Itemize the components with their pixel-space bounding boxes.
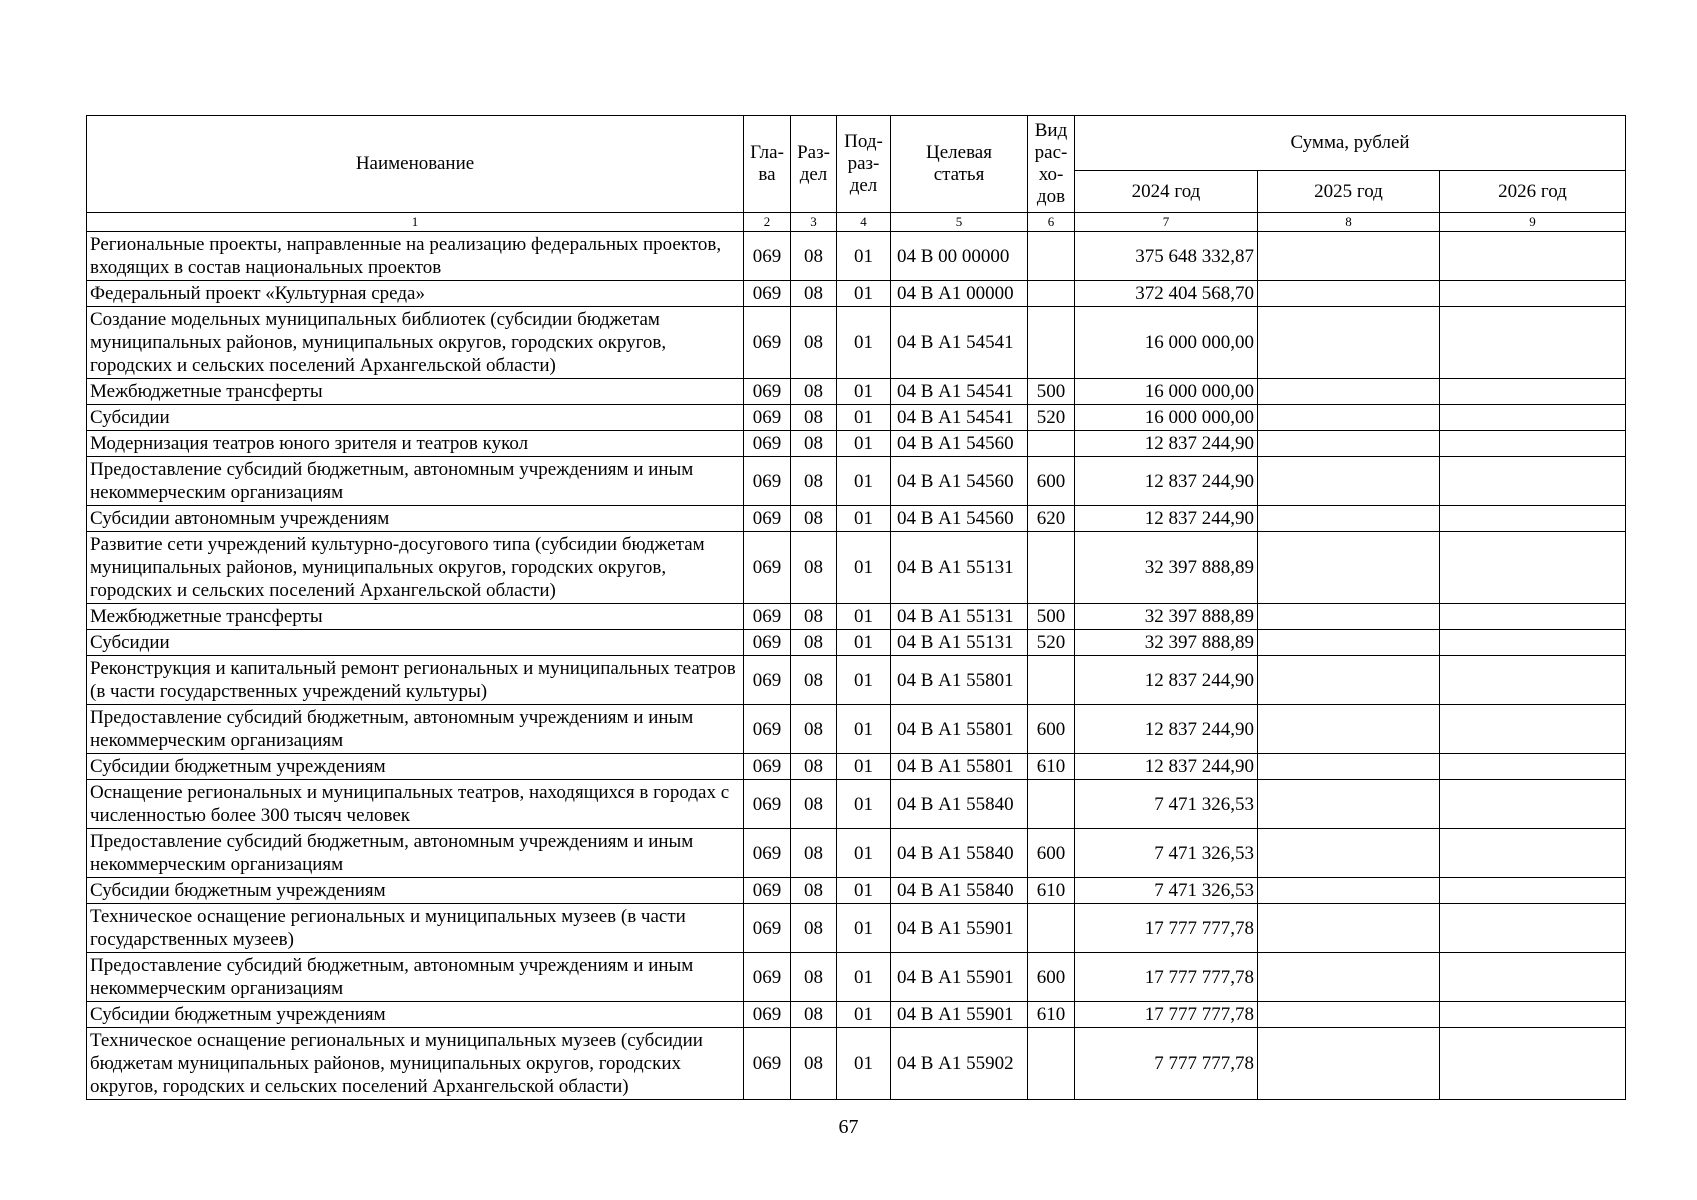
row-target: 04 В А1 54560 — [891, 457, 1028, 506]
row-amount-2026 — [1440, 506, 1626, 532]
row-name: Межбюджетные трансферты — [87, 604, 744, 630]
row-target: 04 В А1 54541 — [891, 379, 1028, 405]
row-section: 08 — [791, 780, 837, 829]
row-name: Предоставление субсидий бюджетным, автономным учреждениям и иным некоммерческим организациям — [87, 953, 744, 1002]
row-amount-2024: 32 397 888,89 — [1075, 604, 1258, 630]
row-subsection: 01 — [837, 1002, 891, 1028]
row-target: 04 В А1 55131 — [891, 630, 1028, 656]
header-expense-type-label: Вид рас- хо- дов — [1034, 120, 1068, 207]
row-amount-2024: 17 777 777,78 — [1075, 904, 1258, 953]
row-section: 08 — [791, 604, 837, 630]
row-target: 04 В 00 00000 — [891, 232, 1028, 281]
row-amount-2026 — [1440, 780, 1626, 829]
row-subsection: 01 — [837, 780, 891, 829]
row-section: 08 — [791, 953, 837, 1002]
header-target — [891, 116, 1028, 213]
row-amount-2024: 16 000 000,00 — [1075, 307, 1258, 379]
row-amount-2025 — [1258, 457, 1440, 506]
row-name: Оснащение региональных и муниципальных театров, находящихся в городах с численностью более 300 тысяч человек — [87, 780, 744, 829]
row-expense-type — [1028, 232, 1075, 281]
row-amount-2026 — [1440, 457, 1626, 506]
row-amount-2025 — [1258, 1028, 1440, 1100]
row-section: 08 — [791, 878, 837, 904]
row-expense-type: 610 — [1028, 754, 1075, 780]
row-amount-2025 — [1258, 431, 1440, 457]
row-expense-type: 600 — [1028, 705, 1075, 754]
column-number: 9 — [1440, 213, 1626, 232]
header-name: Наименование — [87, 116, 744, 213]
row-amount-2026 — [1440, 829, 1626, 878]
table-row — [87, 232, 1626, 281]
table-row — [87, 405, 1626, 431]
row-name: Субсидии бюджетным учреждениям — [87, 1002, 744, 1028]
row-name: Создание модельных муниципальных библиотек (субсидии бюджетам муниципальных районов, муниципальных округов, городских округов, городских и сельских поселений Архангельской области) — [87, 307, 744, 379]
row-amount-2025 — [1258, 307, 1440, 379]
row-name: Субсидии бюджетным учреждениям — [87, 878, 744, 904]
row-section: 08 — [791, 307, 837, 379]
row-expense-type: 600 — [1028, 457, 1075, 506]
row-chapter: 069 — [744, 904, 791, 953]
row-amount-2024: 12 837 244,90 — [1075, 705, 1258, 754]
row-expense-type: 610 — [1028, 878, 1075, 904]
row-amount-2025 — [1258, 604, 1440, 630]
row-name: Субсидии бюджетным учреждениям — [87, 754, 744, 780]
row-subsection: 01 — [837, 232, 891, 281]
row-target: 04 В А1 55840 — [891, 878, 1028, 904]
row-amount-2026 — [1440, 307, 1626, 379]
row-target: 04 В А1 55131 — [891, 604, 1028, 630]
row-amount-2026 — [1440, 431, 1626, 457]
table-row — [87, 630, 1626, 656]
header-expense-type — [1028, 116, 1075, 213]
table-row — [87, 457, 1626, 506]
row-target: 04 В А1 55901 — [891, 1002, 1028, 1028]
row-name: Реконструкция и капитальный ремонт региональных и муниципальных театров (в части государственных учреждений культуры) — [87, 656, 744, 705]
row-amount-2025 — [1258, 878, 1440, 904]
row-section: 08 — [791, 1028, 837, 1100]
row-chapter: 069 — [744, 506, 791, 532]
table-row — [87, 604, 1626, 630]
budget-table — [86, 115, 1626, 1100]
row-target: 04 В А1 55801 — [891, 656, 1028, 705]
header-year-2024: 2024 год — [1075, 171, 1258, 213]
header-chapter — [744, 116, 791, 213]
row-amount-2024: 372 404 568,70 — [1075, 281, 1258, 307]
row-target: 04 В А1 54560 — [891, 431, 1028, 457]
column-number: 7 — [1075, 213, 1258, 232]
row-amount-2024: 12 837 244,90 — [1075, 656, 1258, 705]
row-section: 08 — [791, 457, 837, 506]
row-amount-2025 — [1258, 281, 1440, 307]
table-row — [87, 1028, 1626, 1100]
row-name: Федеральный проект «Культурная среда» — [87, 281, 744, 307]
row-target: 04 В А1 55801 — [891, 705, 1028, 754]
row-amount-2025 — [1258, 630, 1440, 656]
row-amount-2026 — [1440, 754, 1626, 780]
row-amount-2024: 17 777 777,78 — [1075, 953, 1258, 1002]
row-amount-2026 — [1440, 604, 1626, 630]
header-subsection — [837, 116, 891, 213]
row-subsection: 01 — [837, 281, 891, 307]
row-subsection: 01 — [837, 431, 891, 457]
row-subsection: 01 — [837, 1028, 891, 1100]
row-subsection: 01 — [837, 829, 891, 878]
row-amount-2024: 32 397 888,89 — [1075, 532, 1258, 604]
row-expense-type — [1028, 281, 1075, 307]
row-amount-2026 — [1440, 281, 1626, 307]
row-subsection: 01 — [837, 307, 891, 379]
row-name: Субсидии — [87, 630, 744, 656]
row-expense-type — [1028, 1028, 1075, 1100]
row-subsection: 01 — [837, 630, 891, 656]
row-subsection: 01 — [837, 604, 891, 630]
row-chapter: 069 — [744, 1028, 791, 1100]
row-subsection: 01 — [837, 656, 891, 705]
row-amount-2024: 7 777 777,78 — [1075, 1028, 1258, 1100]
row-amount-2025 — [1258, 780, 1440, 829]
header-sum: Сумма, рублей — [1075, 116, 1626, 171]
table-row — [87, 379, 1626, 405]
row-expense-type — [1028, 307, 1075, 379]
column-number: 2 — [744, 213, 791, 232]
column-number: 8 — [1258, 213, 1440, 232]
row-subsection: 01 — [837, 379, 891, 405]
row-expense-type — [1028, 431, 1075, 457]
row-section: 08 — [791, 1002, 837, 1028]
row-target: 04 В А1 55840 — [891, 780, 1028, 829]
row-section: 08 — [791, 405, 837, 431]
row-amount-2025 — [1258, 405, 1440, 431]
row-amount-2025 — [1258, 379, 1440, 405]
row-name: Модернизация театров юного зрителя и театров кукол — [87, 431, 744, 457]
header-year-2025: 2025 год — [1258, 171, 1440, 213]
row-section: 08 — [791, 379, 837, 405]
row-target: 04 В А1 54541 — [891, 405, 1028, 431]
column-number: 1 — [87, 213, 744, 232]
row-target: 04 В А1 54541 — [891, 307, 1028, 379]
row-chapter: 069 — [744, 379, 791, 405]
row-chapter: 069 — [744, 232, 791, 281]
row-name: Техническое оснащение региональных и муниципальных музеев (субсидии бюджетам муниципальных районов, муниципальных округов, городских округов, городских и сельских поселений Архангельской области) — [87, 1028, 744, 1100]
row-name: Предоставление субсидий бюджетным, автономным учреждениям и иным некоммерческим организациям — [87, 829, 744, 878]
table-row — [87, 829, 1626, 878]
row-section: 08 — [791, 232, 837, 281]
row-amount-2026 — [1440, 904, 1626, 953]
row-amount-2024: 12 837 244,90 — [1075, 754, 1258, 780]
row-name: Развитие сети учреждений культурно-досугового типа (субсидии бюджетам муниципальных районов, муниципальных округов, городских округов, городских и сельских поселений Архангельской области) — [87, 532, 744, 604]
row-expense-type: 600 — [1028, 829, 1075, 878]
row-amount-2026 — [1440, 656, 1626, 705]
row-chapter: 069 — [744, 405, 791, 431]
row-chapter: 069 — [744, 656, 791, 705]
header-section-label: Раз- дел — [797, 142, 830, 185]
row-expense-type: 520 — [1028, 630, 1075, 656]
row-subsection: 01 — [837, 754, 891, 780]
row-amount-2024: 17 777 777,78 — [1075, 1002, 1258, 1028]
row-amount-2025 — [1258, 1002, 1440, 1028]
row-section: 08 — [791, 705, 837, 754]
table-row — [87, 953, 1626, 1002]
row-section: 08 — [791, 431, 837, 457]
row-expense-type: 520 — [1028, 405, 1075, 431]
column-number: 6 — [1028, 213, 1075, 232]
row-expense-type — [1028, 904, 1075, 953]
row-amount-2025 — [1258, 754, 1440, 780]
row-expense-type — [1028, 656, 1075, 705]
row-amount-2026 — [1440, 379, 1626, 405]
table-row — [87, 431, 1626, 457]
row-subsection: 01 — [837, 405, 891, 431]
table-row — [87, 780, 1626, 829]
table-row — [87, 754, 1626, 780]
row-amount-2026 — [1440, 705, 1626, 754]
row-target: 04 В А1 00000 — [891, 281, 1028, 307]
row-amount-2026 — [1440, 953, 1626, 1002]
page-number: 67 — [838, 1116, 859, 1138]
row-amount-2024: 375 648 332,87 — [1075, 232, 1258, 281]
row-target: 04 В А1 55901 — [891, 953, 1028, 1002]
row-subsection: 01 — [837, 705, 891, 754]
header-subsection-label: Под- раз- дел — [844, 131, 883, 196]
row-section: 08 — [791, 506, 837, 532]
row-chapter: 069 — [744, 457, 791, 506]
row-amount-2026 — [1440, 532, 1626, 604]
column-number: 4 — [837, 213, 891, 232]
row-amount-2025 — [1258, 656, 1440, 705]
row-chapter: 069 — [744, 829, 791, 878]
row-target: 04 В А1 55131 — [891, 532, 1028, 604]
table-row — [87, 705, 1626, 754]
row-target: 04 В А1 55801 — [891, 754, 1028, 780]
row-amount-2024: 32 397 888,89 — [1075, 630, 1258, 656]
row-amount-2026 — [1440, 405, 1626, 431]
row-name: Межбюджетные трансферты — [87, 379, 744, 405]
row-name: Субсидии автономным учреждениям — [87, 506, 744, 532]
header-chapter-label: Гла- ва — [750, 142, 784, 185]
row-name: Субсидии — [87, 405, 744, 431]
row-expense-type: 610 — [1028, 1002, 1075, 1028]
row-name: Предоставление субсидий бюджетным, автономным учреждениям и иным некоммерческим организациям — [87, 705, 744, 754]
row-amount-2024: 12 837 244,90 — [1075, 506, 1258, 532]
table-body — [87, 213, 1626, 1100]
row-amount-2026 — [1440, 1028, 1626, 1100]
column-number: 3 — [791, 213, 837, 232]
row-expense-type — [1028, 780, 1075, 829]
row-amount-2024: 7 471 326,53 — [1075, 878, 1258, 904]
row-section: 08 — [791, 630, 837, 656]
row-amount-2024: 16 000 000,00 — [1075, 379, 1258, 405]
table-row — [87, 1002, 1626, 1028]
row-target: 04 В А1 54560 — [891, 506, 1028, 532]
header-section — [791, 116, 837, 213]
row-amount-2026 — [1440, 232, 1626, 281]
row-chapter: 069 — [744, 705, 791, 754]
row-chapter: 069 — [744, 878, 791, 904]
row-amount-2025 — [1258, 532, 1440, 604]
row-chapter: 069 — [744, 431, 791, 457]
row-section: 08 — [791, 829, 837, 878]
table-row — [87, 506, 1626, 532]
row-chapter: 069 — [744, 754, 791, 780]
row-amount-2025 — [1258, 953, 1440, 1002]
row-chapter: 069 — [744, 532, 791, 604]
row-subsection: 01 — [837, 506, 891, 532]
row-section: 08 — [791, 904, 837, 953]
row-subsection: 01 — [837, 532, 891, 604]
row-amount-2025 — [1258, 232, 1440, 281]
row-amount-2024: 12 837 244,90 — [1075, 431, 1258, 457]
row-chapter: 069 — [744, 780, 791, 829]
row-name: Техническое оснащение региональных и муниципальных музеев (в части государственных музеев) — [87, 904, 744, 953]
row-amount-2024: 12 837 244,90 — [1075, 457, 1258, 506]
row-section: 08 — [791, 754, 837, 780]
row-amount-2025 — [1258, 705, 1440, 754]
row-section: 08 — [791, 656, 837, 705]
row-amount-2025 — [1258, 829, 1440, 878]
row-name: Предоставление субсидий бюджетным, автономным учреждениям и иным некоммерческим организациям — [87, 457, 744, 506]
table-row — [87, 307, 1626, 379]
table-row — [87, 878, 1626, 904]
row-target: 04 В А1 55901 — [891, 904, 1028, 953]
row-subsection: 01 — [837, 457, 891, 506]
table-row — [87, 656, 1626, 705]
row-amount-2024: 7 471 326,53 — [1075, 780, 1258, 829]
column-number-row — [87, 213, 1626, 232]
column-number: 5 — [891, 213, 1028, 232]
row-chapter: 069 — [744, 630, 791, 656]
row-amount-2024: 7 471 326,53 — [1075, 829, 1258, 878]
row-name: Региональные проекты, направленные на реализацию федеральных проектов, входящих в состав национальных проектов — [87, 232, 744, 281]
row-chapter: 069 — [744, 1002, 791, 1028]
row-chapter: 069 — [744, 307, 791, 379]
row-chapter: 069 — [744, 604, 791, 630]
row-target: 04 В А1 55840 — [891, 829, 1028, 878]
row-amount-2025 — [1258, 904, 1440, 953]
row-amount-2025 — [1258, 506, 1440, 532]
row-target: 04 В А1 55902 — [891, 1028, 1028, 1100]
row-amount-2026 — [1440, 630, 1626, 656]
row-expense-type: 500 — [1028, 604, 1075, 630]
row-subsection: 01 — [837, 904, 891, 953]
row-section: 08 — [791, 281, 837, 307]
row-amount-2024: 16 000 000,00 — [1075, 405, 1258, 431]
table-row — [87, 532, 1626, 604]
row-expense-type — [1028, 532, 1075, 604]
row-chapter: 069 — [744, 281, 791, 307]
row-expense-type: 620 — [1028, 506, 1075, 532]
header-year-2026: 2026 год — [1440, 171, 1626, 213]
header-target-label: Целевая статья — [926, 142, 992, 185]
table-row — [87, 904, 1626, 953]
row-amount-2026 — [1440, 1002, 1626, 1028]
row-amount-2026 — [1440, 878, 1626, 904]
row-chapter: 069 — [744, 953, 791, 1002]
row-expense-type: 500 — [1028, 379, 1075, 405]
row-expense-type: 600 — [1028, 953, 1075, 1002]
table-header — [87, 116, 1626, 213]
row-section: 08 — [791, 532, 837, 604]
table-row — [87, 281, 1626, 307]
row-subsection: 01 — [837, 878, 891, 904]
row-subsection: 01 — [837, 953, 891, 1002]
